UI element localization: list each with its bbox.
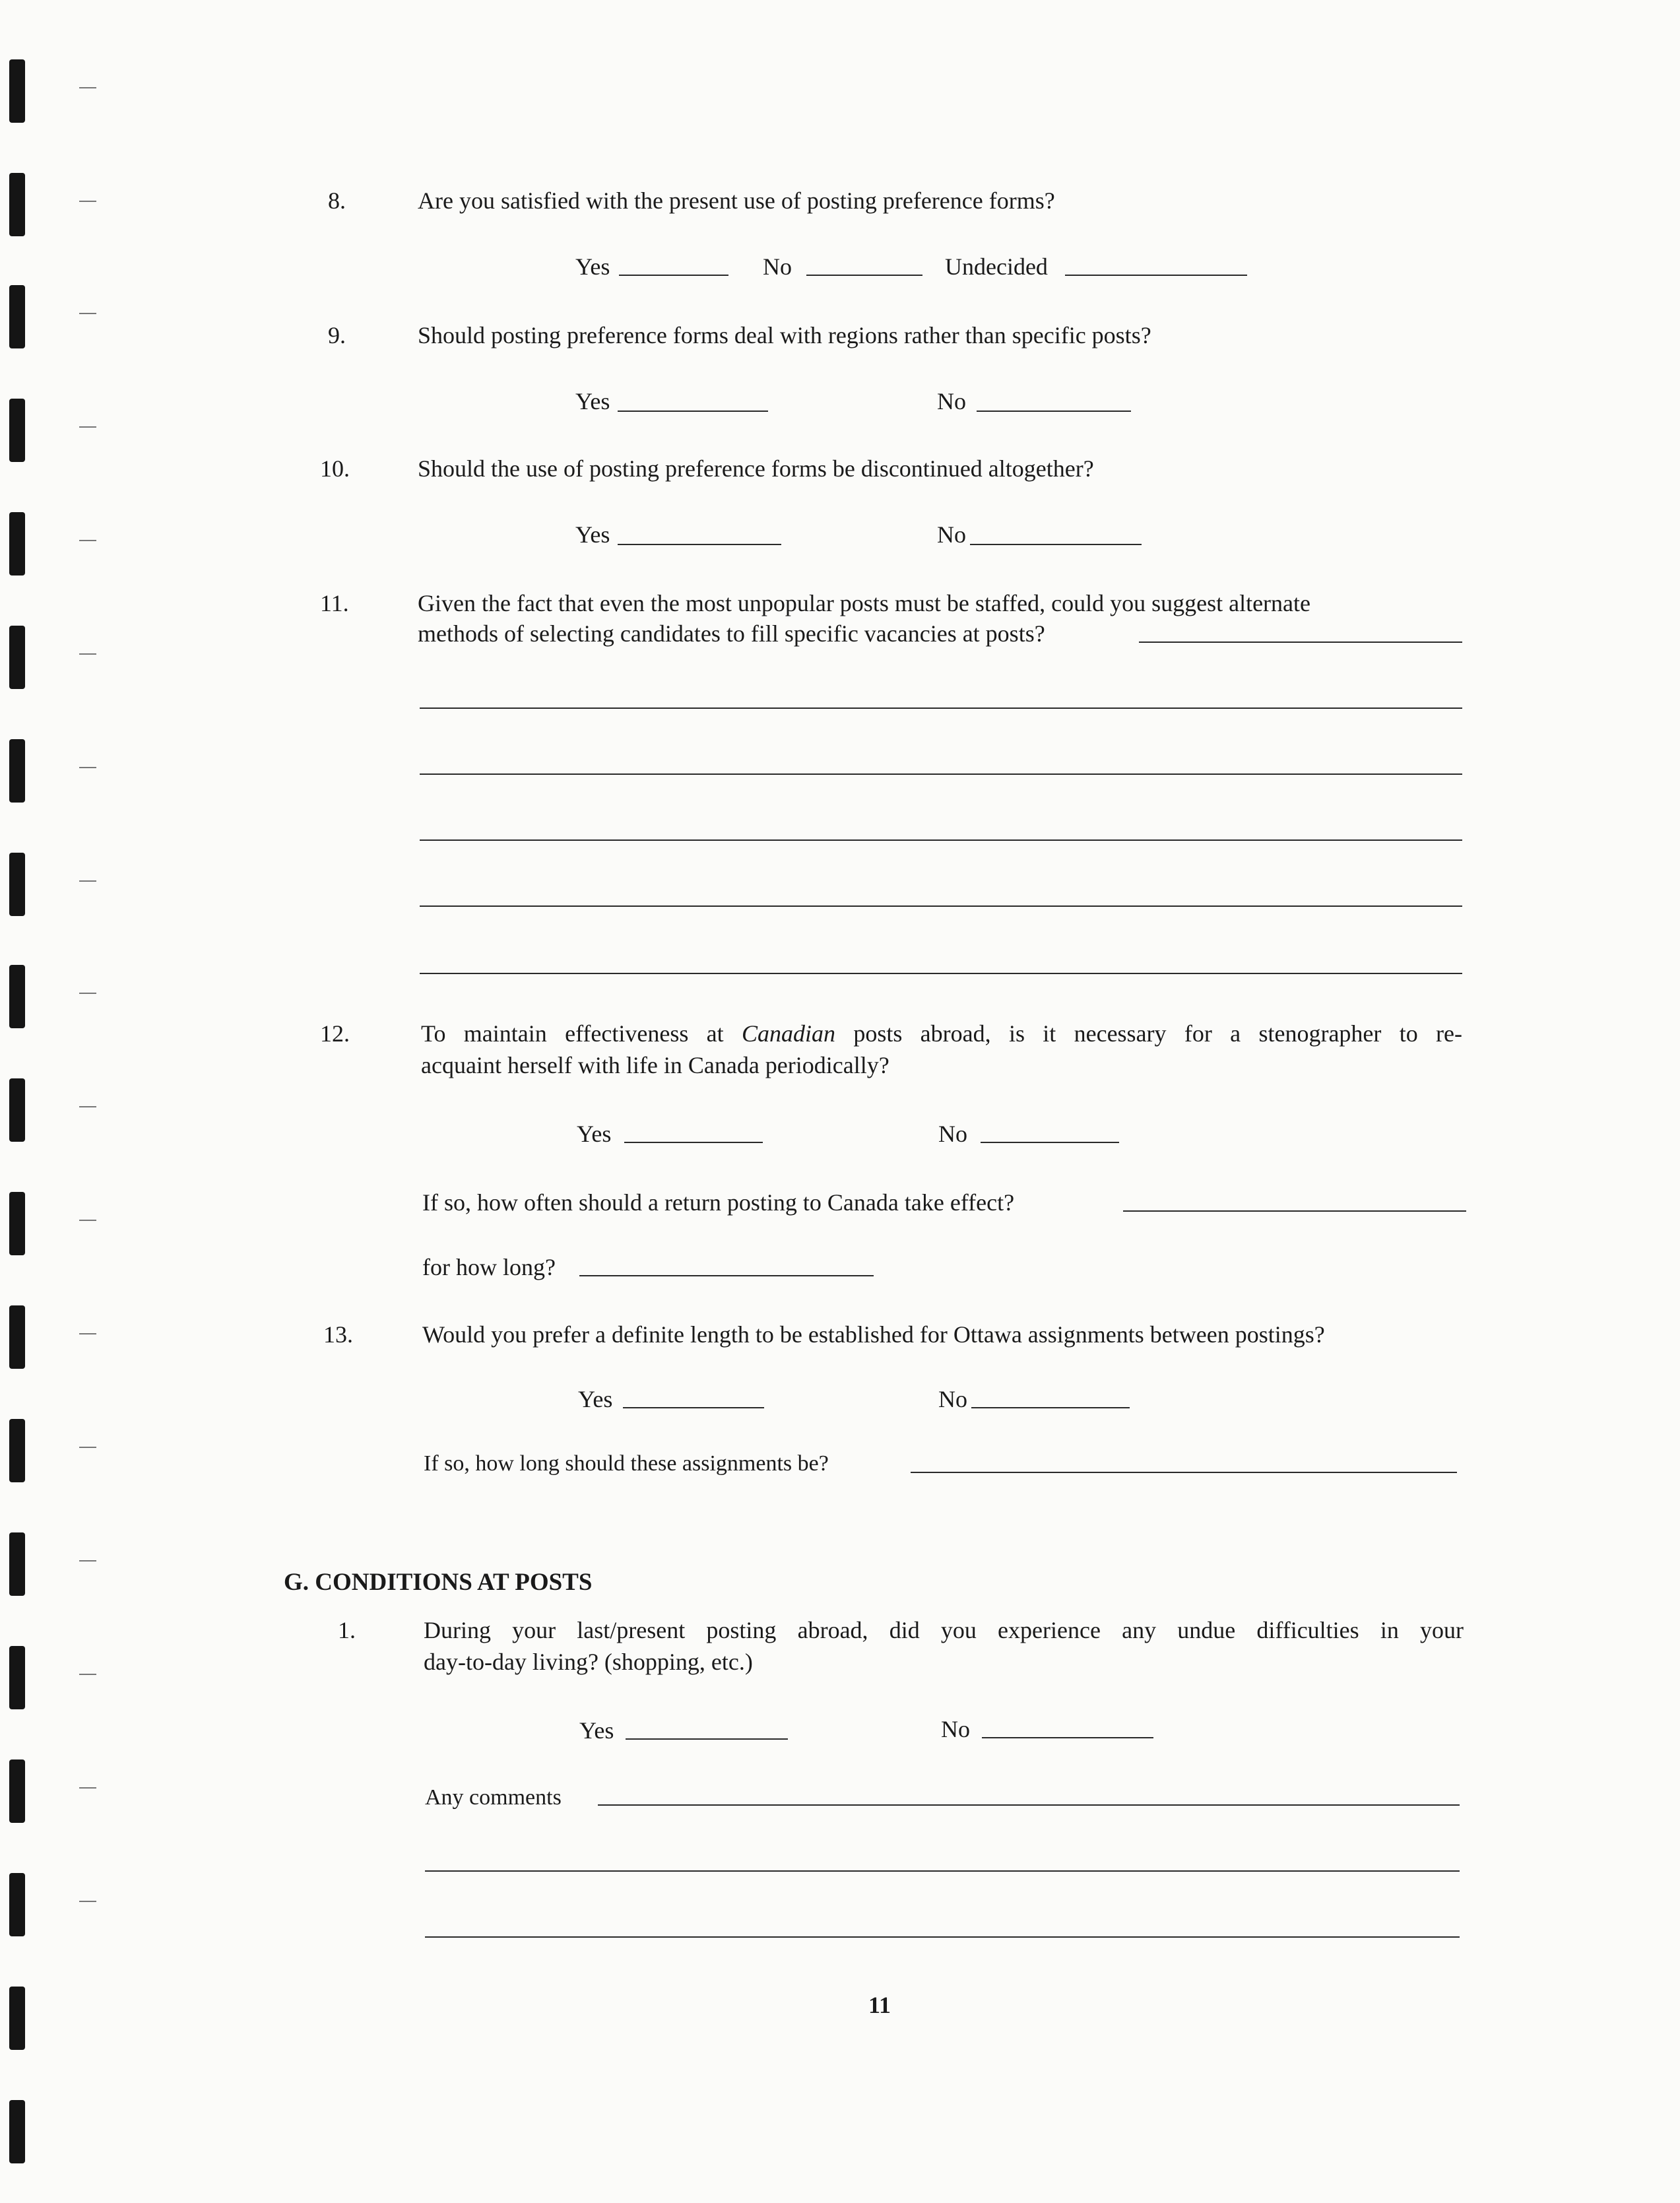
any-comments-label: Any comments <box>425 1785 562 1810</box>
question-number: 13. <box>323 1321 353 1348</box>
binder-hole <box>9 1873 25 1936</box>
yes-label: Yes <box>575 521 610 548</box>
q10-no-answer-line[interactable] <box>970 544 1142 545</box>
g1-comments-answer-line[interactable] <box>425 1936 1460 1938</box>
question-12-followup-frequency: If so, how often should a return posting to Canada take effect? <box>422 1189 1015 1216</box>
binder-hole <box>9 59 25 123</box>
section-g-question-1-line1: During your last/present posting abroad, did you experience any undue difficulties in your <box>424 1617 1464 1643</box>
question-number: 9. <box>328 322 346 348</box>
undecided-label: Undecided <box>945 253 1048 280</box>
q12-yes-answer-line[interactable] <box>624 1142 763 1143</box>
q11-answer-line[interactable] <box>1139 641 1462 643</box>
question-13-followup: If so, how long should these assignments be? <box>424 1451 829 1476</box>
q11-answer-line[interactable] <box>420 707 1462 709</box>
page-number: 11 <box>868 1992 891 2018</box>
q12-frequency-answer-line[interactable] <box>1123 1210 1466 1212</box>
binder-hole <box>9 853 25 916</box>
q11-answer-line[interactable] <box>420 905 1462 907</box>
question-12-followup-duration: for how long? <box>422 1254 556 1280</box>
binder-hole <box>9 285 25 348</box>
g1-yes-answer-line[interactable] <box>626 1738 788 1740</box>
g1-comments-answer-line[interactable] <box>598 1804 1460 1806</box>
yes-label: Yes <box>575 388 610 414</box>
q8-undecided-answer-line[interactable] <box>1065 275 1247 276</box>
canadian-italic: Canadian <box>741 1020 835 1047</box>
no-label: No <box>763 253 792 280</box>
q12-duration-answer-line[interactable] <box>579 1275 874 1276</box>
section-g-question-1-line2: day-to-day living? (shopping, etc.) <box>424 1649 753 1675</box>
yes-label: Yes <box>577 1121 612 1147</box>
binder-hole <box>9 626 25 689</box>
question-13-text: Would you prefer a definite length to be established for Ottawa assignments between postings? <box>422 1321 1325 1348</box>
question-12-line1: To maintain effectiveness at Canadian posts abroad, is it necessary for a stenographer to re- <box>421 1020 1463 1047</box>
binder-hole <box>9 399 25 462</box>
question-9-text: Should posting preference forms deal with regions rather than specific posts? <box>418 322 1151 348</box>
q8-no-answer-line[interactable] <box>806 275 922 276</box>
q13-length-answer-line[interactable] <box>911 1472 1457 1473</box>
q9-no-answer-line[interactable] <box>977 411 1131 412</box>
q13-no-answer-line[interactable] <box>971 1407 1130 1408</box>
yes-label: Yes <box>578 1386 613 1412</box>
binder-hole <box>9 1305 25 1369</box>
yes-label: Yes <box>575 253 610 280</box>
binder-hole <box>9 1532 25 1596</box>
q13-yes-answer-line[interactable] <box>623 1407 764 1408</box>
binder-hole <box>9 173 25 236</box>
question-number: 8. <box>328 187 346 214</box>
no-label: No <box>937 521 966 548</box>
question-number: 11. <box>320 590 349 616</box>
binder-hole <box>9 1192 25 1255</box>
q11-answer-line[interactable] <box>420 839 1462 841</box>
no-label: No <box>937 388 966 414</box>
binder-holes <box>0 0 112 2203</box>
question-number: 1. <box>338 1617 356 1643</box>
question-number: 12. <box>320 1020 350 1047</box>
binder-hole <box>9 1646 25 1709</box>
section-g-heading: G. CONDITIONS AT POSTS <box>284 1569 593 1596</box>
binder-hole <box>9 1419 25 1482</box>
q10-yes-answer-line[interactable] <box>618 544 781 545</box>
no-label: No <box>941 1716 970 1742</box>
binder-hole <box>9 1987 25 2050</box>
binder-hole <box>9 512 25 575</box>
yes-label: Yes <box>579 1717 614 1744</box>
g1-comments-answer-line[interactable] <box>425 1870 1460 1872</box>
binder-hole <box>9 739 25 803</box>
binder-hole <box>9 965 25 1028</box>
q11-answer-line[interactable] <box>420 773 1462 775</box>
question-10-text: Should the use of posting preference forms be discontinued altogether? <box>418 455 1094 482</box>
question-number: 10. <box>320 455 350 482</box>
no-label: No <box>938 1386 967 1412</box>
binder-hole <box>9 2100 25 2163</box>
q9-yes-answer-line[interactable] <box>618 411 768 412</box>
question-11-line2: methods of selecting candidates to fill specific vacancies at posts? <box>418 620 1045 647</box>
q11-answer-line[interactable] <box>420 973 1462 974</box>
question-12-line2: acquaint herself with life in Canada periodically? <box>421 1052 889 1078</box>
binder-hole <box>9 1078 25 1142</box>
q12-no-answer-line[interactable] <box>981 1142 1119 1143</box>
question-8-text: Are you satisfied with the present use of posting preference forms? <box>418 187 1055 214</box>
no-label: No <box>938 1121 967 1147</box>
question-11-line1: Given the fact that even the most unpopular posts must be staffed, could you suggest alternate <box>418 590 1311 616</box>
binder-hole <box>9 1759 25 1823</box>
q8-yes-answer-line[interactable] <box>619 275 728 276</box>
g1-no-answer-line[interactable] <box>982 1737 1153 1738</box>
